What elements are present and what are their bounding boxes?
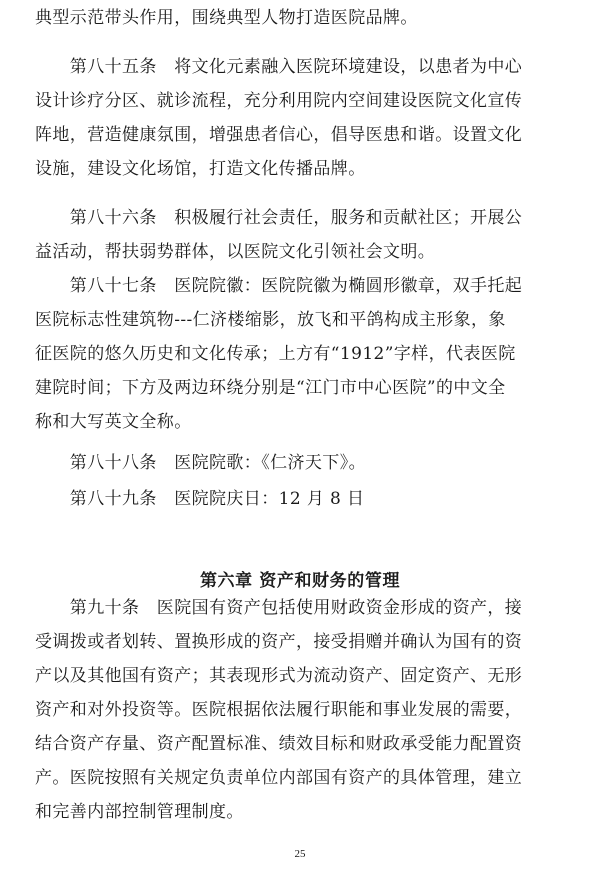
text-line: 结合资产存量、资产配置标准、绩效目标和财政承受能力配置资 — [35, 734, 523, 754]
text-line: 资产和对外投资等。医院根据依法履行职能和事业发展的需要， — [35, 700, 523, 720]
page-number: 25 — [294, 848, 306, 860]
article-89-line: 第八十九条 医院院庆日：12 月 8 日 — [35, 489, 365, 509]
text-line: 典型示范带头作用，围绕典型人物打造医院品牌。 — [35, 8, 418, 28]
chapter-title: 第六章 资产和财务的管理 — [199, 571, 401, 591]
text-line: 医院标志性建筑物---仁济楼缩影，放飞和平鸽构成主形象，象 — [35, 310, 506, 330]
article-87-line: 第八十七条 医院院徽：医院院徽为椭圆形徽章，双手托起 — [35, 276, 523, 296]
text-line: 和完善内部控制管理制度。 — [35, 802, 244, 822]
text-line: 受调拨或者划转、置换形成的资产，接受捐赠并确认为国有的资 — [35, 632, 523, 652]
text-line: 产以及其他国有资产；其表现形式为流动资产、固定资产、无形 — [35, 666, 523, 686]
article-88-line: 第八十八条 医院院歌：《仁济天下》。 — [35, 453, 366, 473]
text-line: 益活动，帮扶弱势群体，以医院文化引领社会文明。 — [35, 242, 436, 262]
article-85-line: 第八十五条 将文化元素融入医院环境建设，以患者为中心 — [35, 57, 523, 77]
text-line: 设计诊疗分区、就诊流程，充分利用院内空间建设医院文化宣传 — [35, 91, 523, 111]
text-line: 称和大写英文全称。 — [35, 412, 192, 432]
text-line: 阵地，营造健康氛围，增强患者信心，倡导医患和谐。设置文化 — [35, 125, 523, 145]
text-line: 设施，建设文化场馆，打造文化传播品牌。 — [35, 159, 366, 179]
text-line: 征医院的悠久历史和文化传承；上方有“1912”字样，代表医院 — [35, 344, 516, 364]
article-90-line: 第九十条 医院国有资产包括使用财政资金形成的资产，接 — [35, 598, 523, 618]
text-line: 建院时间；下方及两边环绕分别是“江门市中心医院”的中文全 — [35, 378, 506, 398]
text-line: 产。医院按照有关规定负责单位内部国有资产的具体管理，建立 — [35, 768, 523, 788]
article-86-line: 第八十六条 积极履行社会责任，服务和贡献社区；开展公 — [35, 208, 523, 228]
